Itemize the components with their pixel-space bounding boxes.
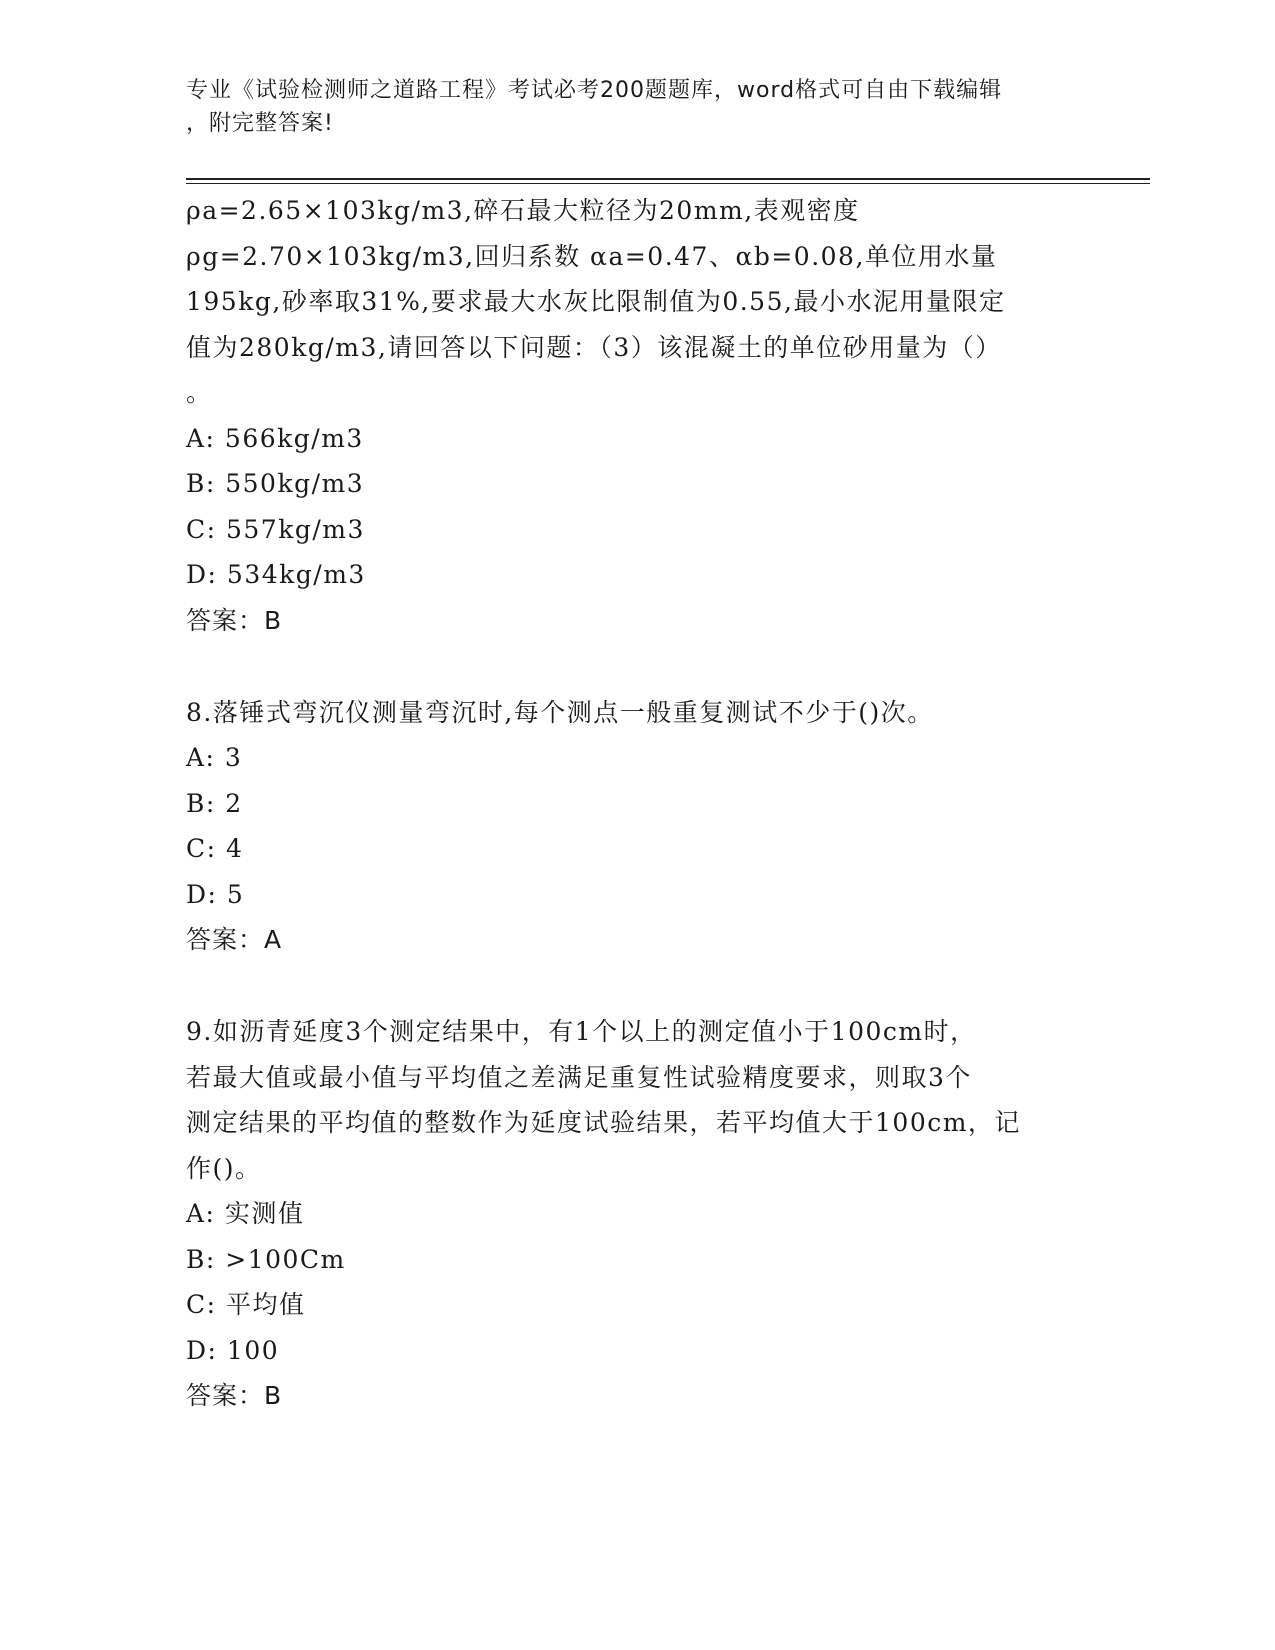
- spacer: [186, 963, 1086, 1009]
- document-header: [186, 74, 1066, 140]
- option-b: B: 550kg/m3: [186, 469, 365, 498]
- question-8: [186, 690, 1086, 964]
- answer-label: 答案：A: [186, 925, 283, 954]
- answer-label: 答案：B: [186, 1381, 283, 1410]
- answer-label: 答案：B: [186, 605, 283, 635]
- option-d: D: 100: [186, 1335, 280, 1365]
- option-d: D: 534kg/m3: [186, 560, 366, 589]
- question-text-line: 9.如沥青延度3个测定结果中，有1个以上的测定值小于100cm时，: [186, 1017, 977, 1046]
- question-9: [186, 1009, 1086, 1419]
- header-title-line-1: 专业《试验检测师之道路工程》考试必考200题题库，word格式可自由下载编辑: [186, 78, 1003, 103]
- question-text-line: 。: [186, 378, 213, 407]
- question-7: [186, 188, 1086, 644]
- question-text-line: 测定结果的平均值的整数作为延度试验结果，若平均值大于100cm，记: [186, 1108, 1021, 1137]
- header-divider-thin: [186, 183, 1150, 184]
- question-text-line: 值为280kg/m3,请回答以下问题：（3）该混凝土的单位砂用量为（）: [186, 332, 1002, 362]
- question-text-line: 195kg,砂率取31%,要求最大水灰比限制值为0.55,最小水泥用量限定: [186, 287, 1006, 316]
- option-c: C: 4: [186, 834, 244, 863]
- question-text-line: 若最大值或最小值与平均值之差满足重复性试验精度要求，则取3个: [186, 1062, 972, 1092]
- option-a: A: 3: [186, 743, 243, 772]
- option-a: A: 实测值: [186, 1199, 305, 1228]
- header-divider-thick: [186, 178, 1150, 180]
- document-body: [186, 188, 1086, 1419]
- question-text-line: 8.落锤式弯沉仪测量弯沉时,每个测点一般重复测试不少于()次。: [186, 697, 934, 727]
- spacer: [186, 644, 1086, 690]
- option-b: B: >100Cm: [186, 1244, 346, 1274]
- question-text-line: ρg=2.70×103kg/m3,回归系数 αa=0.47、αb=0.08,单位用水量: [186, 241, 998, 271]
- question-text-line: ρa=2.65×103kg/m3,碎石最大粒径为20mm,表观密度: [186, 196, 860, 225]
- option-b: B: 2: [186, 788, 243, 818]
- option-c: C: 平均值: [186, 1290, 306, 1319]
- question-text-line: 作()。: [186, 1153, 262, 1183]
- option-a: A: 566kg/m3: [186, 423, 364, 453]
- option-c: C: 557kg/m3: [186, 514, 365, 544]
- header-title-line-2: ，附完整答案!: [186, 111, 334, 136]
- option-d: D: 5: [186, 879, 245, 909]
